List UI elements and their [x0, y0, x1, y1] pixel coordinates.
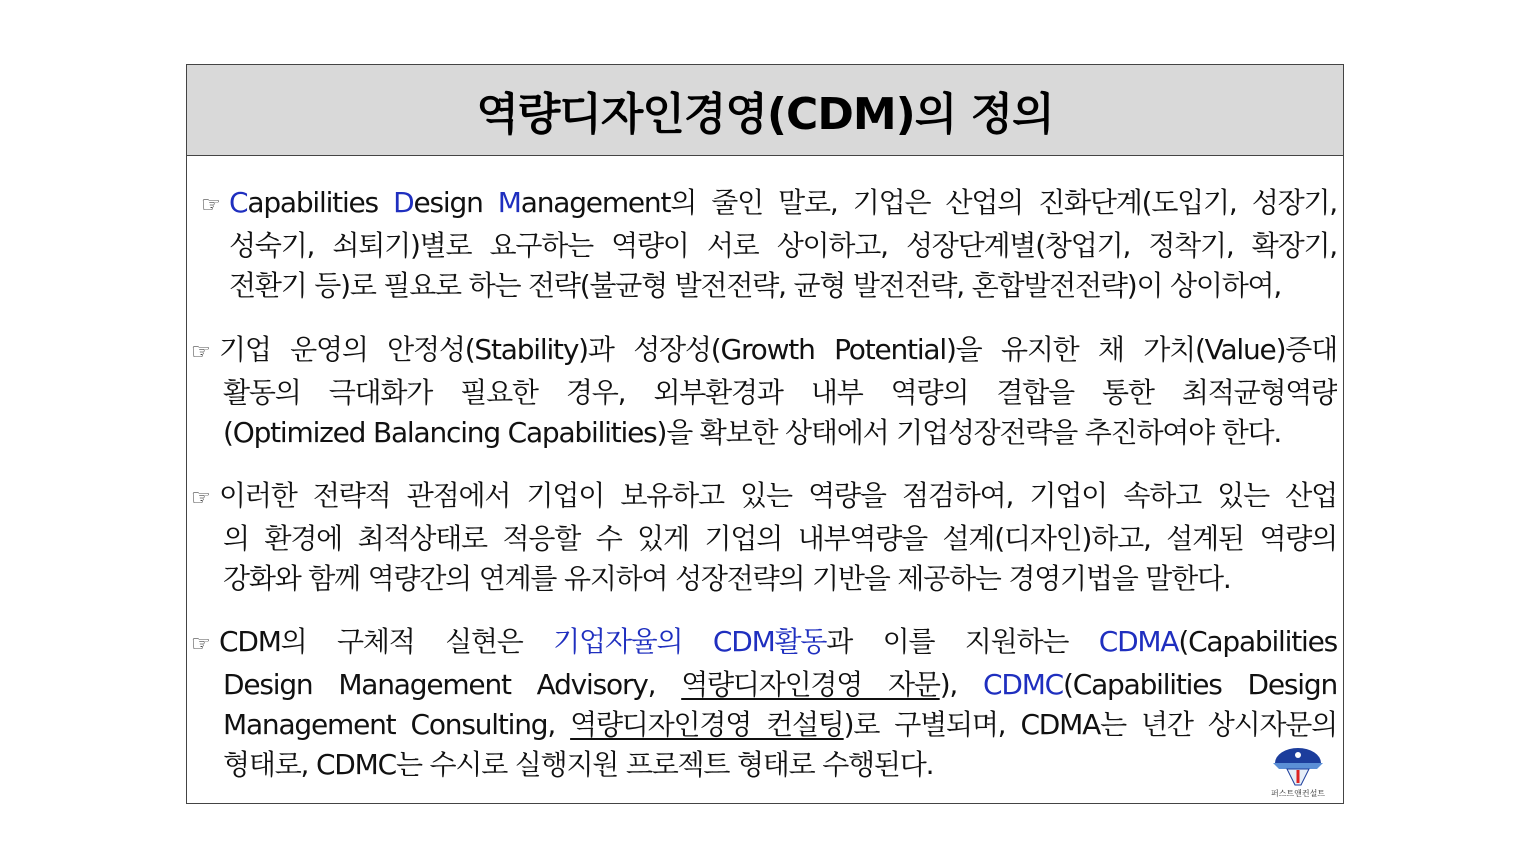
paragraph-1	[187, 183, 1337, 306]
paragraph-4-line-1	[191, 622, 1337, 665]
company-logo-icon	[1267, 745, 1329, 797]
text-span: 기업 운영의 안정성(Stability)과 성장성(Growth Potential)을 유지한 채 가치(Value)증대	[219, 333, 1337, 366]
page-title: 역량디자인경영(CDM)의 정의	[476, 89, 1054, 140]
text-span: (Capabilities Design	[1063, 668, 1337, 701]
text-span: )로 구별되며, CDMA는 년간 상시자문의	[843, 708, 1337, 741]
text-span: (Capabilities	[1178, 625, 1337, 658]
paragraph-2-line-1	[191, 330, 1337, 373]
highlight-cdmc: CDMC	[982, 668, 1064, 701]
paragraph-3-line-2: 의 환경에 최적상태로 적응할 수 있게 기업의 내부역량을 설계(디자인)하고, 설계된 역량의	[223, 522, 1337, 555]
acronym-d: D	[393, 186, 414, 219]
paragraph-2-line-2: 활동의 극대화가 필요한 경우, 외부환경과 내부 역량의 결합을 통한 최적균형역량	[223, 376, 1337, 409]
logo-caption: 퍼스트앤컨설트	[1270, 789, 1326, 798]
underlined-advisory: 역량디자인경영 자문	[681, 668, 940, 701]
slide-frame	[186, 64, 1344, 804]
slide-content	[187, 155, 1343, 803]
text-span: apabilities	[247, 186, 394, 219]
paragraph-2-line-3: (Optimized Balancing Capabilities)을 확보한 상태에서 기업성장전략을 추진하여야 한다.	[223, 416, 1282, 449]
logo-graphic	[1267, 745, 1329, 789]
highlight-cdm-activity: 기업자율의 CDM활동	[553, 625, 827, 658]
paragraph-3	[187, 476, 1337, 599]
paragraph-4-line-4: 형태로, CDMC는 수시로 실행지원 프로젝트 형태로 수행된다.	[223, 748, 934, 781]
underlined-consulting: 역량디자인경영 컨설팅	[570, 708, 844, 741]
paragraph-1-line-2: 성숙기, 쇠퇴기)별로 요구하는 역량이 서로 상이하고, 성장단계별(창업기, 정착기, 확장기,	[229, 229, 1337, 262]
text-span: Design Management Advisory,	[223, 668, 682, 701]
acronym-c: C	[229, 186, 248, 219]
paragraph-2	[187, 330, 1337, 453]
text-span: ),	[939, 668, 983, 701]
paragraph-1-line-3: 전환기 등)로 필요로 하는 전략(불균형 발전전략, 균형 발전전략, 혼합발전전략)이 상이하여,	[229, 269, 1282, 302]
paragraph-4	[187, 622, 1337, 785]
text-span: esign	[413, 186, 498, 219]
pointing-hand-icon: ☞	[191, 632, 210, 657]
acronym-m: M	[497, 186, 521, 219]
pointing-hand-icon: ☞	[201, 193, 220, 218]
text-span: anagement의 줄인 말로, 기업은 산업의 진화단계(도입기, 성장기,	[520, 186, 1337, 219]
pointing-hand-icon: ☞	[191, 340, 210, 365]
paragraph-3-line-3: 강화와 함께 역량간의 연계를 유지하여 성장전략의 기반을 제공하는 경영기법을 말한다.	[223, 562, 1231, 595]
paragraph-3-line-1	[191, 476, 1337, 519]
paragraph-4-line-3	[191, 705, 1337, 745]
highlight-cdma: CDMA	[1098, 625, 1179, 658]
text-span: CDM의 구체적 실현은	[219, 625, 554, 658]
paragraph-4-line-2	[191, 665, 1337, 705]
title-bar	[187, 65, 1343, 156]
text-span: Management Consulting,	[223, 708, 571, 741]
text-span: 이러한 전략적 관점에서 기업이 보유하고 있는 역량을 점검하여, 기업이 속하고 있는 산업	[219, 479, 1337, 512]
pointing-hand-icon: ☞	[191, 486, 210, 511]
paragraph-1-line-1	[201, 183, 1337, 226]
text-span: 과 이를 지원하는	[826, 625, 1099, 658]
